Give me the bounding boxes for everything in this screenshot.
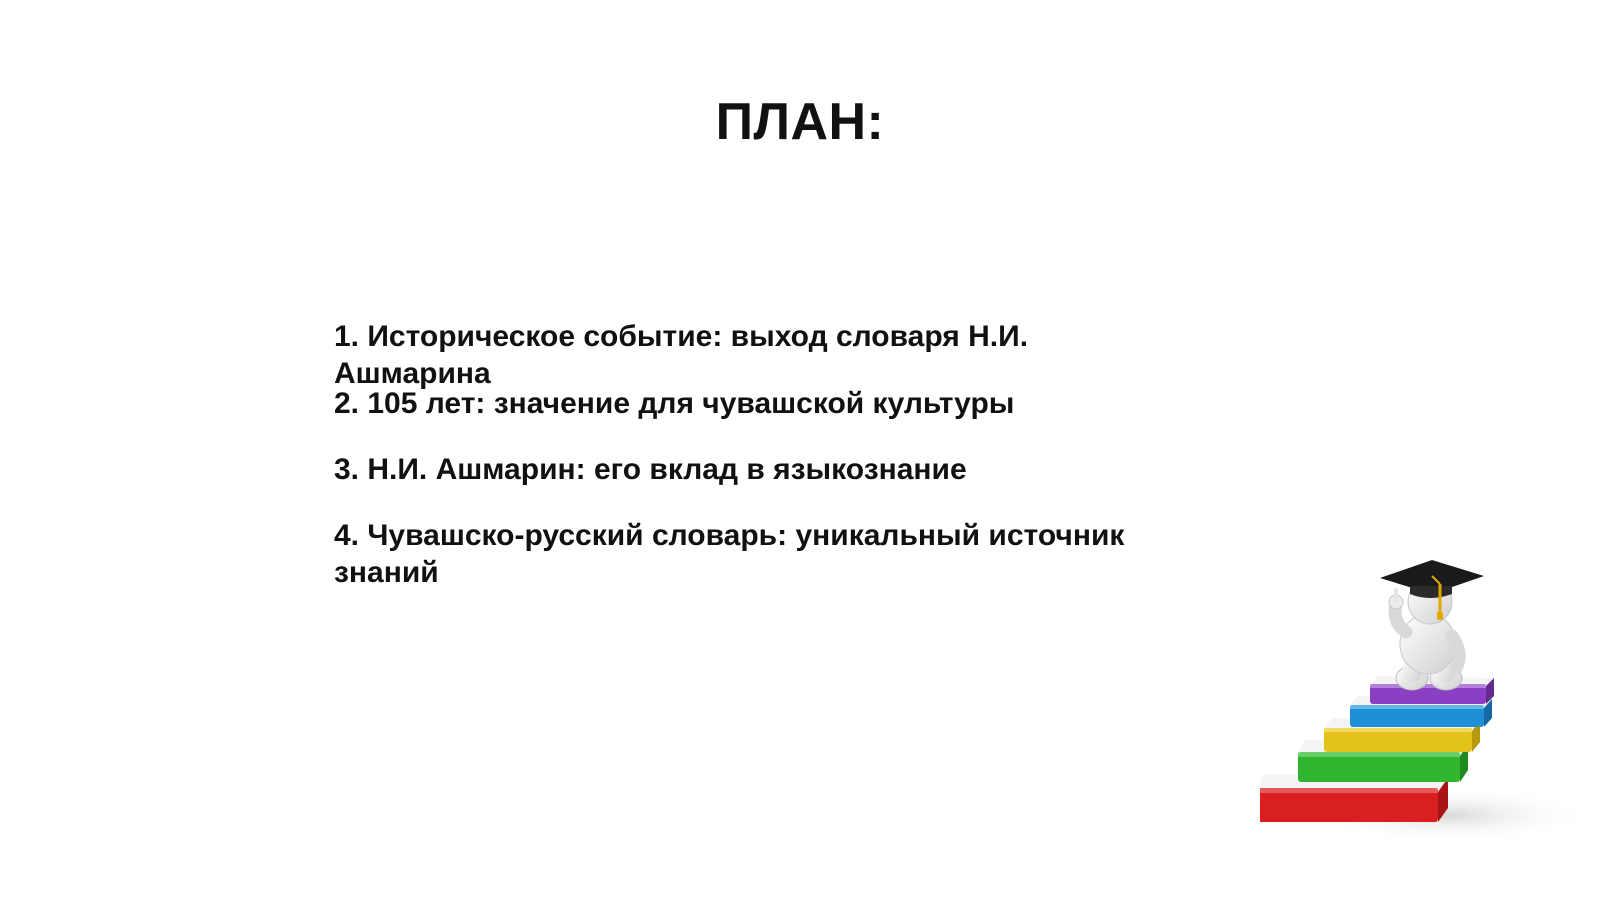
graduate-figure [1380,560,1484,690]
slide-title: ПЛАН: [715,93,885,151]
plan-list [334,318,1174,591]
graduate-on-book-stack-icon [1260,560,1580,860]
plan-item-1: 1. Историческое событие: выход словаря Н.И. Ашмарина [334,320,1029,390]
plan-item-4: 4. Чувашско-русский словарь: уникальный источник знаний [334,519,1125,589]
plan-item-2: 2. 105 лет: значение для чувашской культуры [334,387,1015,420]
plan-item-3: 3. Н.И. Ашмарин: его вклад в языкознание [334,453,967,486]
